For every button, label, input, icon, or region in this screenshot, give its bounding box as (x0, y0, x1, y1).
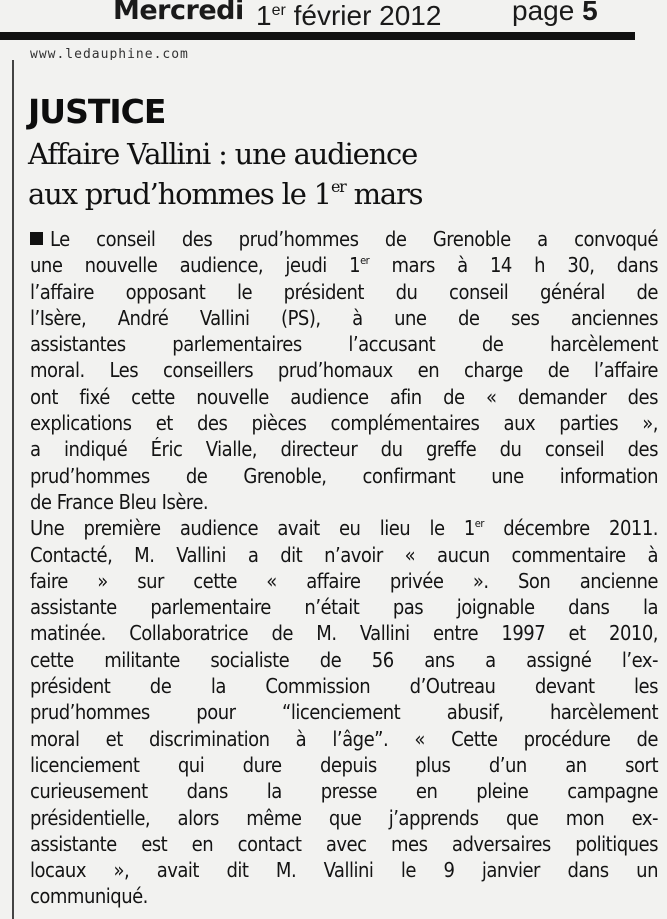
article-line: moral. Les conseillers prud’homaux en charge de l’affaire (30, 358, 658, 383)
page-header (0, 0, 667, 30)
column-divider (12, 60, 14, 919)
section-rubric: JUSTICE (28, 92, 166, 131)
headline-line-2: aux prud’hommes le 1er mars (28, 177, 423, 211)
header-date: 1er février 2012 (256, 0, 442, 31)
article-line: l’Isère, André Vallini (PS), à une de ses anciennes (30, 305, 658, 330)
article-headline (28, 134, 658, 214)
article-line: prud’hommes de Grenoble, confirmant une information (30, 463, 658, 488)
article-line: licenciement qui dure depuis plus d’un an sort (30, 752, 658, 777)
article-body (30, 226, 658, 910)
article-line: cette militante socialiste de 56 ans a assigné l’ex- (30, 647, 658, 672)
bullet-square-icon (30, 232, 43, 245)
article-line: ont fixé cette nouvelle audience afin de « demander des (30, 384, 658, 409)
article-line: une nouvelle audience, jeudi 1er mars à 14 h 30, dans (30, 253, 658, 278)
article-line: de France Bleu Isère. (30, 489, 209, 514)
article-line: assistante parlementaire n’était pas joignable dans la (30, 595, 658, 620)
header-day: Mercredi (113, 0, 244, 26)
article-line: Une première audience avait eu lieu le 1er décembre 2011. (30, 516, 658, 541)
header-page-number: page 5 (512, 0, 598, 26)
article-line: l’affaire opposant le président du conseil général de (30, 279, 658, 304)
header-rule (0, 32, 635, 40)
article-line: communiqué. (30, 884, 148, 909)
article-line: explications et des pièces complémentaires aux parties », (30, 411, 658, 436)
article-line: locaux », avait dit M. Vallini le 9 janvier dans un (30, 858, 658, 883)
source-url: www.ledauphine.com (30, 47, 189, 60)
article-line: président de la Commission d’Outreau devant les (30, 674, 658, 699)
article-line: matinée. Collaboratrice de M. Vallini entre 1997 et 2010, (30, 621, 658, 646)
article-line: prud’hommes pour “licenciement abusif, harcèlement (30, 700, 658, 725)
article-line: faire » sur cette « affaire privée ». Son ancienne (30, 568, 658, 593)
article-line: Le conseil des prud’hommes de Grenoble a convoqué (30, 226, 658, 252)
article-line: assistante est en contact avec mes adversaires politiques (30, 831, 658, 856)
article-line: assistantes parlementaires l’accusant de harcèlement (30, 332, 658, 357)
article-line: moral et discrimination à l’âge”. « Cette procédure de (30, 726, 658, 751)
headline-line-1: Affaire Vallini : une audience (28, 137, 418, 171)
article-line: a indiqué Éric Vialle, directeur du greffe du conseil des (30, 437, 658, 462)
article-line: curieusement dans la presse en pleine campagne (30, 779, 658, 804)
article-line: présidentielle, alors même que j’apprends que mon ex- (30, 805, 658, 830)
article-line: Contacté, M. Vallini a dit n’avoir « aucun commentaire à (30, 542, 658, 567)
